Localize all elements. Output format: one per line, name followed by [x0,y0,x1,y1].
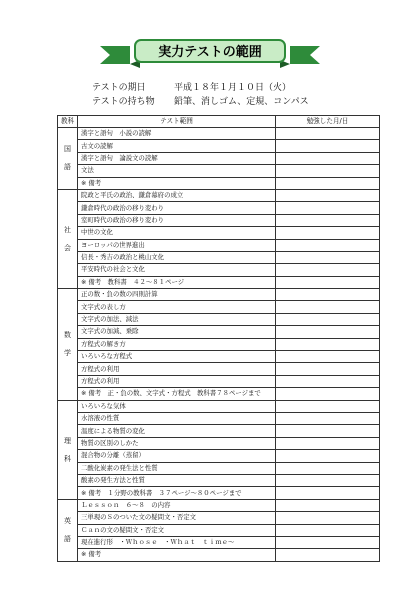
studied-date-cell[interactable] [276,301,380,313]
range-cell: 鎌倉時代の政治の移り変わり [78,202,276,214]
table-row [58,437,380,449]
studied-date-cell[interactable] [276,499,380,511]
table-row [58,512,380,524]
range-cell: Ｌｅｓｓｏｎ ６～８ の内容 [78,499,276,511]
studied-date-cell[interactable] [276,276,380,288]
subject-cell [58,289,78,401]
range-cell: 漢字と語句 論説文の読解 [78,152,276,164]
range-cell: ※ 備考 [78,549,276,561]
range-cell: 温度による物質の変化 [78,425,276,437]
range-cell: ヨーロッパの世界進出 [78,239,276,251]
subject-char: 語 [64,535,71,544]
subject-char: 英 [64,517,71,526]
studied-date-cell[interactable] [276,425,380,437]
table-row [58,536,380,548]
range-cell: 物質の区別のしかた [78,437,276,449]
range-cell: 三単現のＳのついた文の疑問文・否定文 [78,512,276,524]
table-row [58,338,380,350]
table-row [58,400,380,412]
table-row [58,425,380,437]
subject-char: 語 [64,163,71,172]
range-cell: いろいろな気体 [78,400,276,412]
table-row [58,462,380,474]
table-row [58,388,380,400]
table-row [58,326,380,338]
range-cell: 古文の読解 [78,140,276,152]
table-row [58,549,380,561]
range-cell: 室町時代の政治の移り変わり [78,214,276,226]
studied-date-cell[interactable] [276,313,380,325]
range-cell: ※ 備考 １分野の教科書 ３７ページ～８０ページまで [78,487,276,499]
range-cell: Ｃａｎの文の疑問文・否定文 [78,524,276,536]
studied-date-cell[interactable] [276,326,380,338]
table-row [58,128,380,140]
table-row [58,301,380,313]
table-row [58,474,380,486]
title-banner [100,38,320,68]
table-row [58,214,380,226]
test-items-value: 鉛筆、消しゴム、定規、コンパス [174,97,309,107]
table-row [58,351,380,363]
studied-date-cell[interactable] [276,450,380,462]
studied-date-cell[interactable] [276,289,380,301]
studied-date-cell[interactable] [276,165,380,177]
studied-date-cell[interactable] [276,524,380,536]
table-row [58,450,380,462]
studied-date-cell[interactable] [276,487,380,499]
studied-date-cell[interactable] [276,214,380,226]
table-row [58,227,380,239]
studied-date-cell[interactable] [276,227,380,239]
table-row [58,289,380,301]
subject-cell [58,189,78,288]
header-studied: 勉強した月/日 [276,116,380,128]
table-row [58,375,380,387]
studied-date-cell[interactable] [276,189,380,201]
table-row [58,412,380,424]
table-row [58,264,380,276]
table-row [58,165,380,177]
subject-char: 国 [64,145,71,154]
range-cell: ※ 備考 教科書 ４２～８１ページ [78,276,276,288]
table-row [58,524,380,536]
range-cell: 信長・秀吉の政治と桃山文化 [78,251,276,263]
studied-date-cell[interactable] [276,264,380,276]
test-items-line [92,96,309,108]
range-cell: 文字式の加減、乗除 [78,326,276,338]
range-cell: 文字式の加法、減法 [78,313,276,325]
test-date-value: 平成１８年１月１０日（火） [174,83,292,93]
studied-date-cell[interactable] [276,437,380,449]
range-cell: 方程式の利用 [78,375,276,387]
header-range: テスト範囲 [78,116,276,128]
studied-date-cell[interactable] [276,251,380,263]
subject-cell [58,400,78,499]
range-cell: 方程式の解き方 [78,338,276,350]
table-row [58,140,380,152]
studied-date-cell[interactable] [276,412,380,424]
range-cell: 方程式の利用 [78,363,276,375]
table-row [58,499,380,511]
table-row [58,152,380,164]
table-row [58,202,380,214]
studied-date-cell[interactable] [276,202,380,214]
studied-date-cell[interactable] [276,388,380,400]
range-cell: 混合物の分離（蒸留） [78,450,276,462]
subject-char: 理 [64,436,71,445]
studied-date-cell[interactable] [276,400,380,412]
range-cell: 正の数・負の数の四則計算 [78,289,276,301]
range-cell: 水溶液の性質 [78,412,276,424]
range-cell: 現在進行形 ・Ｗｈｏｓｅ ・Ｗｈａｔ ｔｉｍｅ～ [78,536,276,548]
studied-date-cell[interactable] [276,351,380,363]
range-table-wrapper [57,115,379,562]
studied-date-cell[interactable] [276,363,380,375]
range-cell: 院政と平氏の政治、鎌倉幕府の成立 [78,189,276,201]
table-body [58,128,380,562]
range-cell: 文字式の表し方 [78,301,276,313]
subject-cell [58,128,78,190]
header-subject: 教科 [58,116,78,128]
subject-char: 会 [64,244,71,253]
range-cell: 平安時代の社会と文化 [78,264,276,276]
test-date-label: テストの期日 [92,83,146,93]
studied-date-cell[interactable] [276,375,380,387]
range-table [57,115,380,562]
table-row [58,177,380,189]
studied-date-cell[interactable] [276,239,380,251]
studied-date-cell[interactable] [276,536,380,548]
range-cell: いろいろな方程式 [78,351,276,363]
range-cell: ※ 備考 [78,177,276,189]
range-cell: 二酸化炭素の発生法と性質 [78,462,276,474]
page-title: 実力テストの範囲 [158,45,262,60]
studied-date-cell[interactable] [276,128,380,140]
range-cell: 酸素の発生方法と性質 [78,474,276,486]
subject-char: 数 [64,331,71,340]
table-row [58,239,380,251]
test-date-line [92,82,291,94]
table-row [58,276,380,288]
table-header-row [58,116,380,128]
range-cell: 中世の文化 [78,227,276,239]
range-cell: 文法 [78,165,276,177]
studied-date-cell[interactable] [276,177,380,189]
studied-date-cell[interactable] [276,512,380,524]
table-row [58,189,380,201]
studied-date-cell[interactable] [276,338,380,350]
studied-date-cell[interactable] [276,152,380,164]
table-row [58,313,380,325]
subject-char: 学 [64,349,71,358]
range-cell: ※ 備考 正・負の数、文字式・方程式 教科書７８ページまで [78,388,276,400]
table-row [58,251,380,263]
test-items-label: テストの持ち物 [92,97,155,107]
studied-date-cell[interactable] [276,549,380,561]
subject-char: 社 [64,226,71,235]
subject-char: 科 [64,454,71,463]
range-cell: 漢字と語句 小説の読解 [78,128,276,140]
studied-date-cell[interactable] [276,462,380,474]
studied-date-cell[interactable] [276,140,380,152]
studied-date-cell[interactable] [276,474,380,486]
table-row [58,487,380,499]
table-row [58,363,380,375]
subject-cell [58,499,78,561]
